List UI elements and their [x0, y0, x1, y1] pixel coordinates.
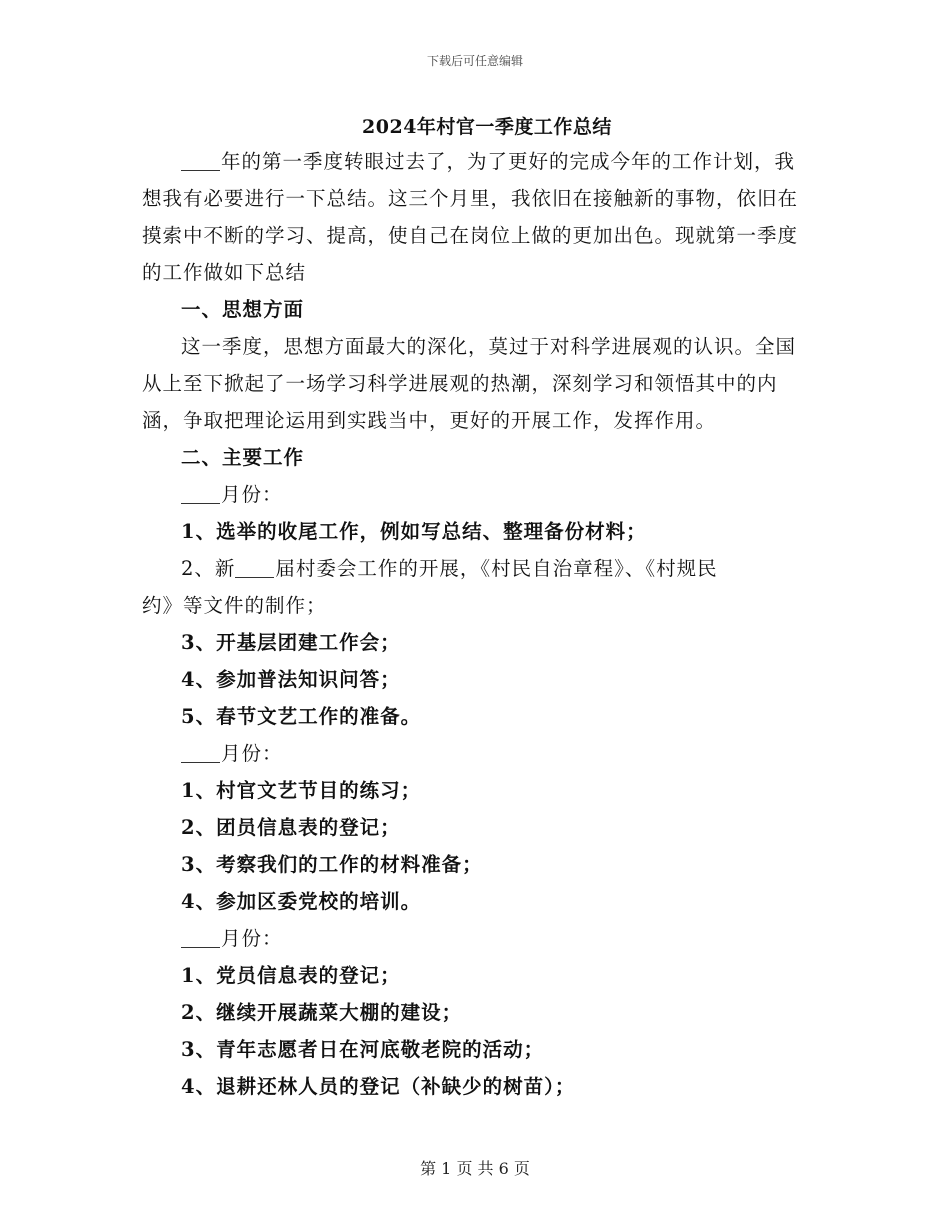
list-item-continued: 约》等文件的制作；: [142, 594, 327, 617]
page-header: 下载后可任意编辑: [426, 54, 523, 68]
document-body: [142, 111, 812, 1105]
document-title: 2024年村官一季度工作总结: [362, 116, 612, 138]
blank-underline: [235, 558, 274, 579]
list-item: 3、开基层团建工作会；: [181, 631, 401, 654]
list-item: 2、新 届村委会工作的开展，《村民自治章程》、《村规民: [181, 557, 718, 580]
blank-underline: [181, 151, 220, 172]
section-heading-thought: 一、思想方面: [181, 298, 305, 321]
month-label-2: 月份：: [142, 735, 812, 772]
list-item: 5、春节文艺工作的准备。: [181, 705, 422, 728]
thought-paragraph: 这一季度，思想方面最大的深化，莫过于对科学进展观的认识。全国从上至下掀起了一场学习科学进展观的热潮，深刻学习和领悟其中的内涵，争取把理论运用到实践当中，更好的开展工作，发挥作用。: [142, 335, 797, 432]
month-label-3: 月份：: [142, 920, 812, 957]
list-item: 1、村官文艺节目的练习；: [181, 779, 422, 802]
list-item: 4、参加普法知识问答；: [181, 668, 401, 691]
list-item: 1、党员信息表的登记；: [181, 964, 401, 987]
list-item: 3、考察我们的工作的材料准备；: [181, 853, 483, 876]
page-footer: 第 1 页 共 6 页: [420, 1159, 530, 1178]
section-heading-work: 二、主要工作: [181, 446, 305, 469]
blank-underline: [181, 743, 220, 764]
blank-underline: [181, 928, 220, 949]
intro-paragraph: 年的第一季度转眼过去了，为了更好的完成今年的工作计划，我想我有必要进行一下总结。这三个月里，我依旧在接触新的事物，依旧在摸索中不断的学习、提高，使自己在岗位上做的更加出色。现就第一季度的工作做如下总结: [142, 150, 799, 284]
blank-underline: [181, 484, 220, 505]
month-label-1: 月份：: [142, 476, 812, 513]
list-item: 3、青年志愿者日在河底敬老院的活动；: [181, 1038, 545, 1061]
list-item: 2、团员信息表的登记；: [181, 816, 401, 839]
list-item: 4、退耕还林人员的登记（补缺少的树苗）；: [181, 1075, 576, 1098]
list-item: 4、参加区委党校的培训。: [181, 890, 422, 913]
list-item: 2、继续开展蔬菜大棚的建设；: [181, 1001, 463, 1024]
list-item: 1、选举的收尾工作，例如写总结、整理备份材料；: [181, 520, 647, 543]
